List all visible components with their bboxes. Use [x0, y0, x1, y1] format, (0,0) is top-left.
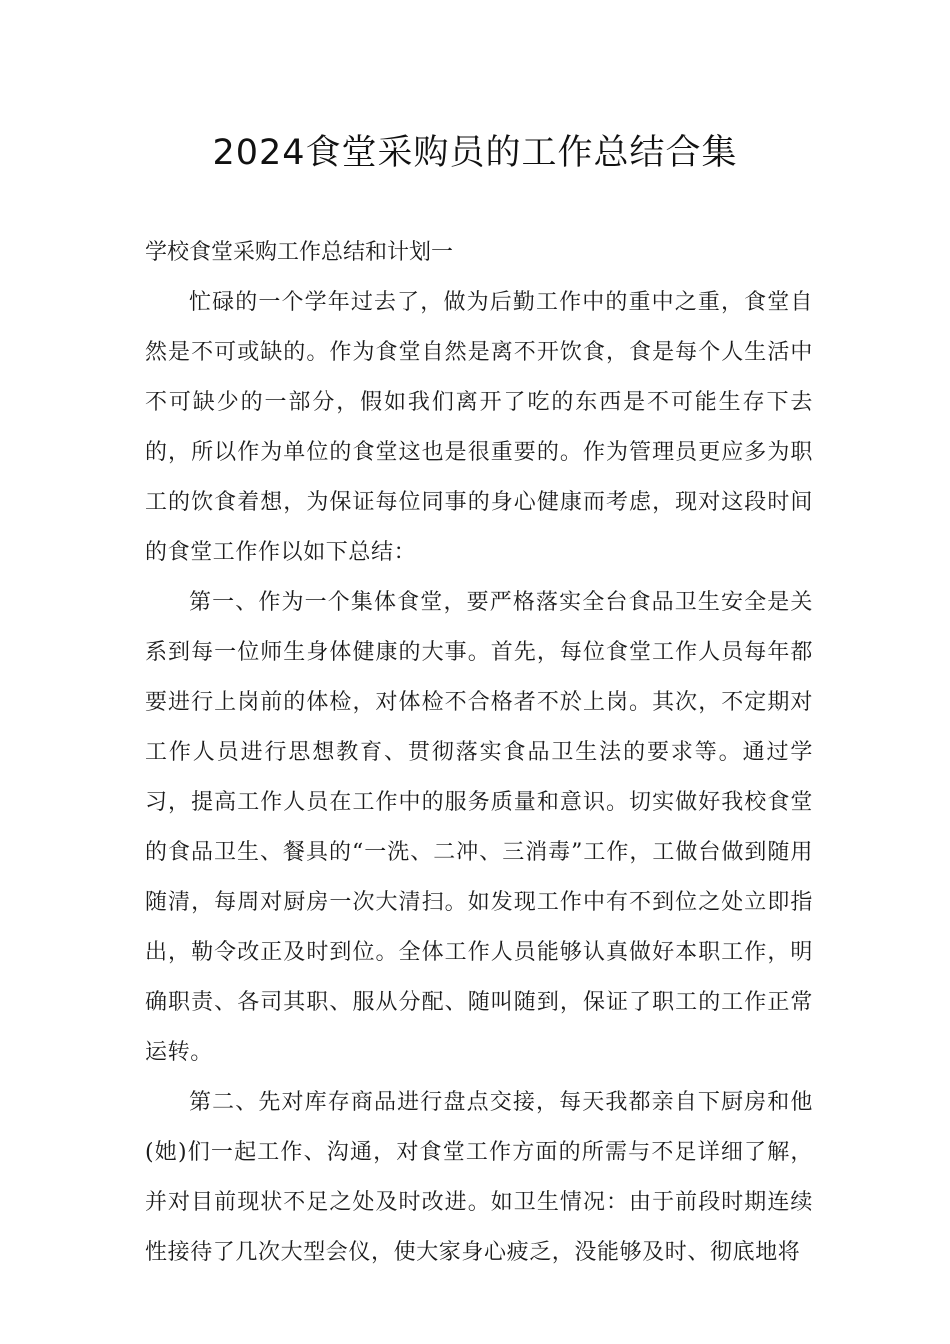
section-heading: 学校食堂采购工作总结和计划一: [145, 240, 454, 265]
document-title: 2024食堂采购员的工作总结合集: [212, 133, 738, 173]
paragraph-first-point: 第一、作为一个集体食堂，要严格落实全台食品卫生安全是关系到每一位师生身体健康的大事。首先，每位食堂工作人员每年都要进行上岗前的体检，对体检不合格者不於上岗。其次，不定期对工作人员进行思想教育、贯彻落实食品卫生法的要求等。通过学习，提高工作人员在工作中的服务质量和意识。切实做好我校食堂的食品卫生、餐具的“一洗、二冲、三消毒”工作，工做台做到随用随清，每周对厨房一次大清扫。如发现工作中有不到位之处立即指出，勒令改正及时到位。全体工作人员能够认真做好本职工作，明确职责、各司其职、服从分配、随叫随到，保证了职工的工作正常运转。: [145, 590, 813, 1065]
paragraph-intro: 忙碌的一个学年过去了，做为后勤工作中的重中之重，食堂自然是不可或缺的。作为食堂自然是离不开饮食，食是每个人生活中不可缺少的一部分，假如我们离开了吃的东西是不可能生存下去的，所以作为单位的食堂这也是很重要的。作为管理员更应多为职工的饮食着想，为保证每位同事的身心健康而考虑，现对这段时间的食堂工作作以如下总结：: [145, 290, 813, 565]
paragraph-second-point: 第二、先对库存商品进行盘点交接，每天我都亲自下厨房和他(她)们一起工作、沟通，对食堂工作方面的所需与不足详细了解，并对目前现状不足之处及时改进。如卫生情况：由于前段时期连续性接待了几次大型会仪，使大家身心疲乏，没能够及时、彻底地将: [145, 1090, 813, 1265]
document-body: [145, 228, 813, 1278]
